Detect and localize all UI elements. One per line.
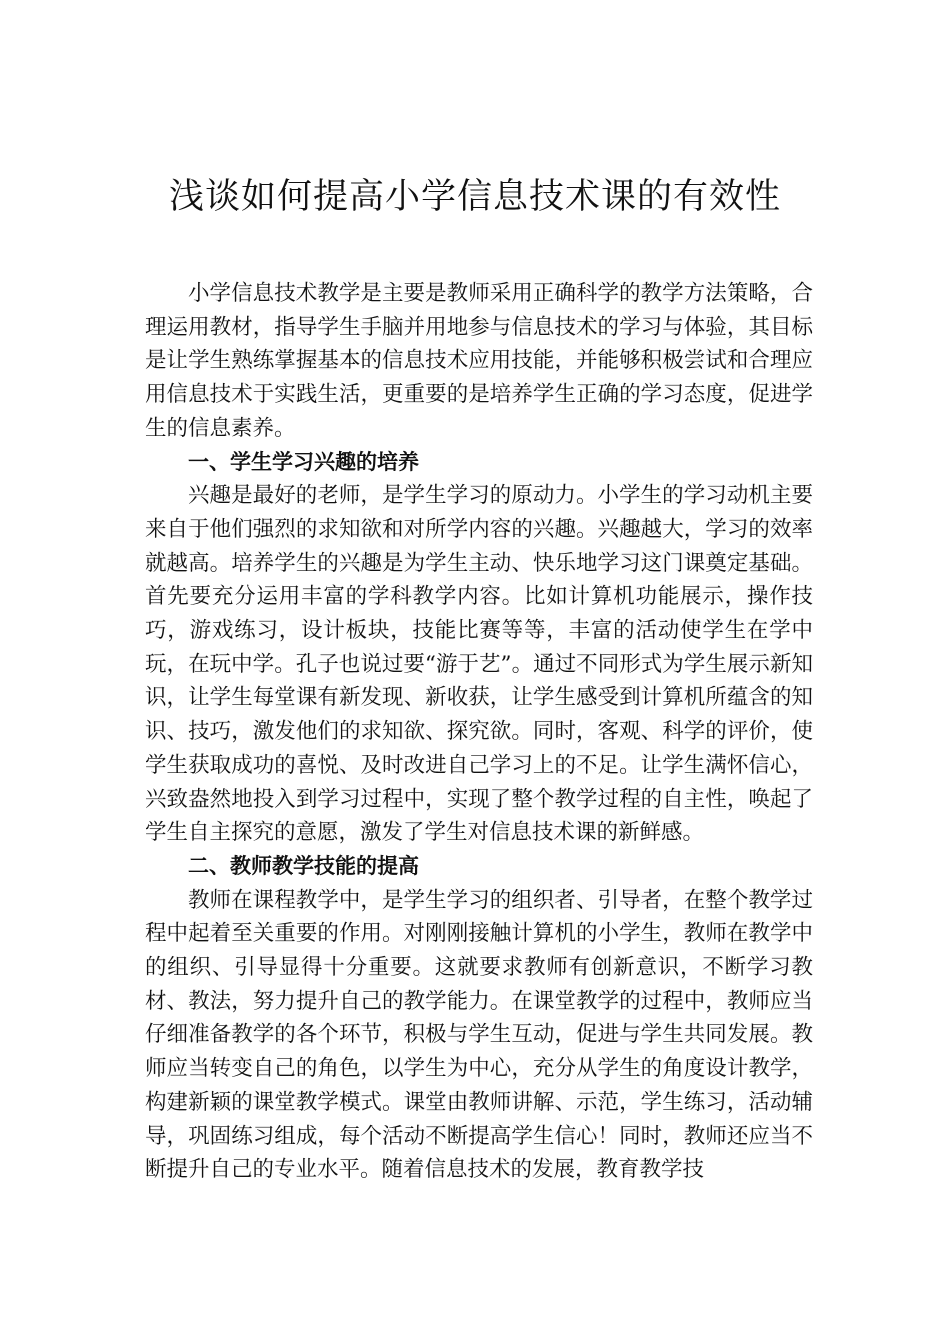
section-1-heading: 一、学生学习兴趣的培养 — [188, 449, 419, 474]
section-1-paragraph: 兴趣是最好的老师，是学生学习的原动力。小学生的学习动机主要来自于他们强烈的求知欲和对所学内容的兴趣。兴趣越大，学习的效率就越高。培养学生的兴趣是为学生主动、快乐地学习这门课奠定基础。首先要充分运用丰富的学科教学内容。比如计算机功能展示，操作技巧，游戏练习，设计板块，技能比赛等等，丰富的活动使学生在学中玩，在玩中学。孔子也说过要“游于艺”。通过不同形式为学生展示新知识，让学生每堂课有新发现、新收获，让学生感受到计算机所蕴含的知识、技巧，激发他们的求知欲、探究欲。同时，客观、科学的评价，使学生获取成功的喜悦、及时改进自己学习上的不足。让学生满怀信心，兴致盎然地投入到学习过程中，实现了整个教学过程的自主性，唤起了学生自主探究的意愿，激发了学生对信息技术课的新鲜感。 — [145, 483, 813, 846]
section-2-heading: 二、教师教学技能的提高 — [188, 853, 419, 878]
document-body — [145, 277, 813, 1187]
document-title: 浅谈如何提高小学信息技术课的有效性 — [168, 177, 781, 217]
intro-paragraph: 小学信息技术教学是主要是教师采用正确科学的教学方法策略，合理运用教材，指导学生手脑并用地参与信息技术的学习与体验，其目标是让学生熟练掌握基本的信息技术应用技能，并能够积极尝试和合理应用信息技术于实践生活，更重要的是培养学生正确的学习态度，促进学生的信息素养。 — [145, 281, 813, 441]
section-2-paragraph: 教师在课程教学中，是学生学习的组织者、引导者，在整个教学过程中起着至关重要的作用。对刚刚接触计算机的小学生，教师在教学中的组织、引导显得十分重要。这就要求教师有创新意识，不断学习教材、教法，努力提升自己的教学能力。在课堂教学的过程中，教师应当仔细准备教学的各个环节，积极与学生互动，促进与学生共同发展。教师应当转变自己的角色，以学生为中心，充分从学生的角度设计教学，构建新颖的课堂教学模式。课堂由教师讲解、示范，学生练习，活动辅导，巩固练习组成，每个活动不断提高学生信心！同时，教师还应当不断提升自己的专业水平。随着信息技术的发展，教育教学技 — [145, 887, 813, 1183]
